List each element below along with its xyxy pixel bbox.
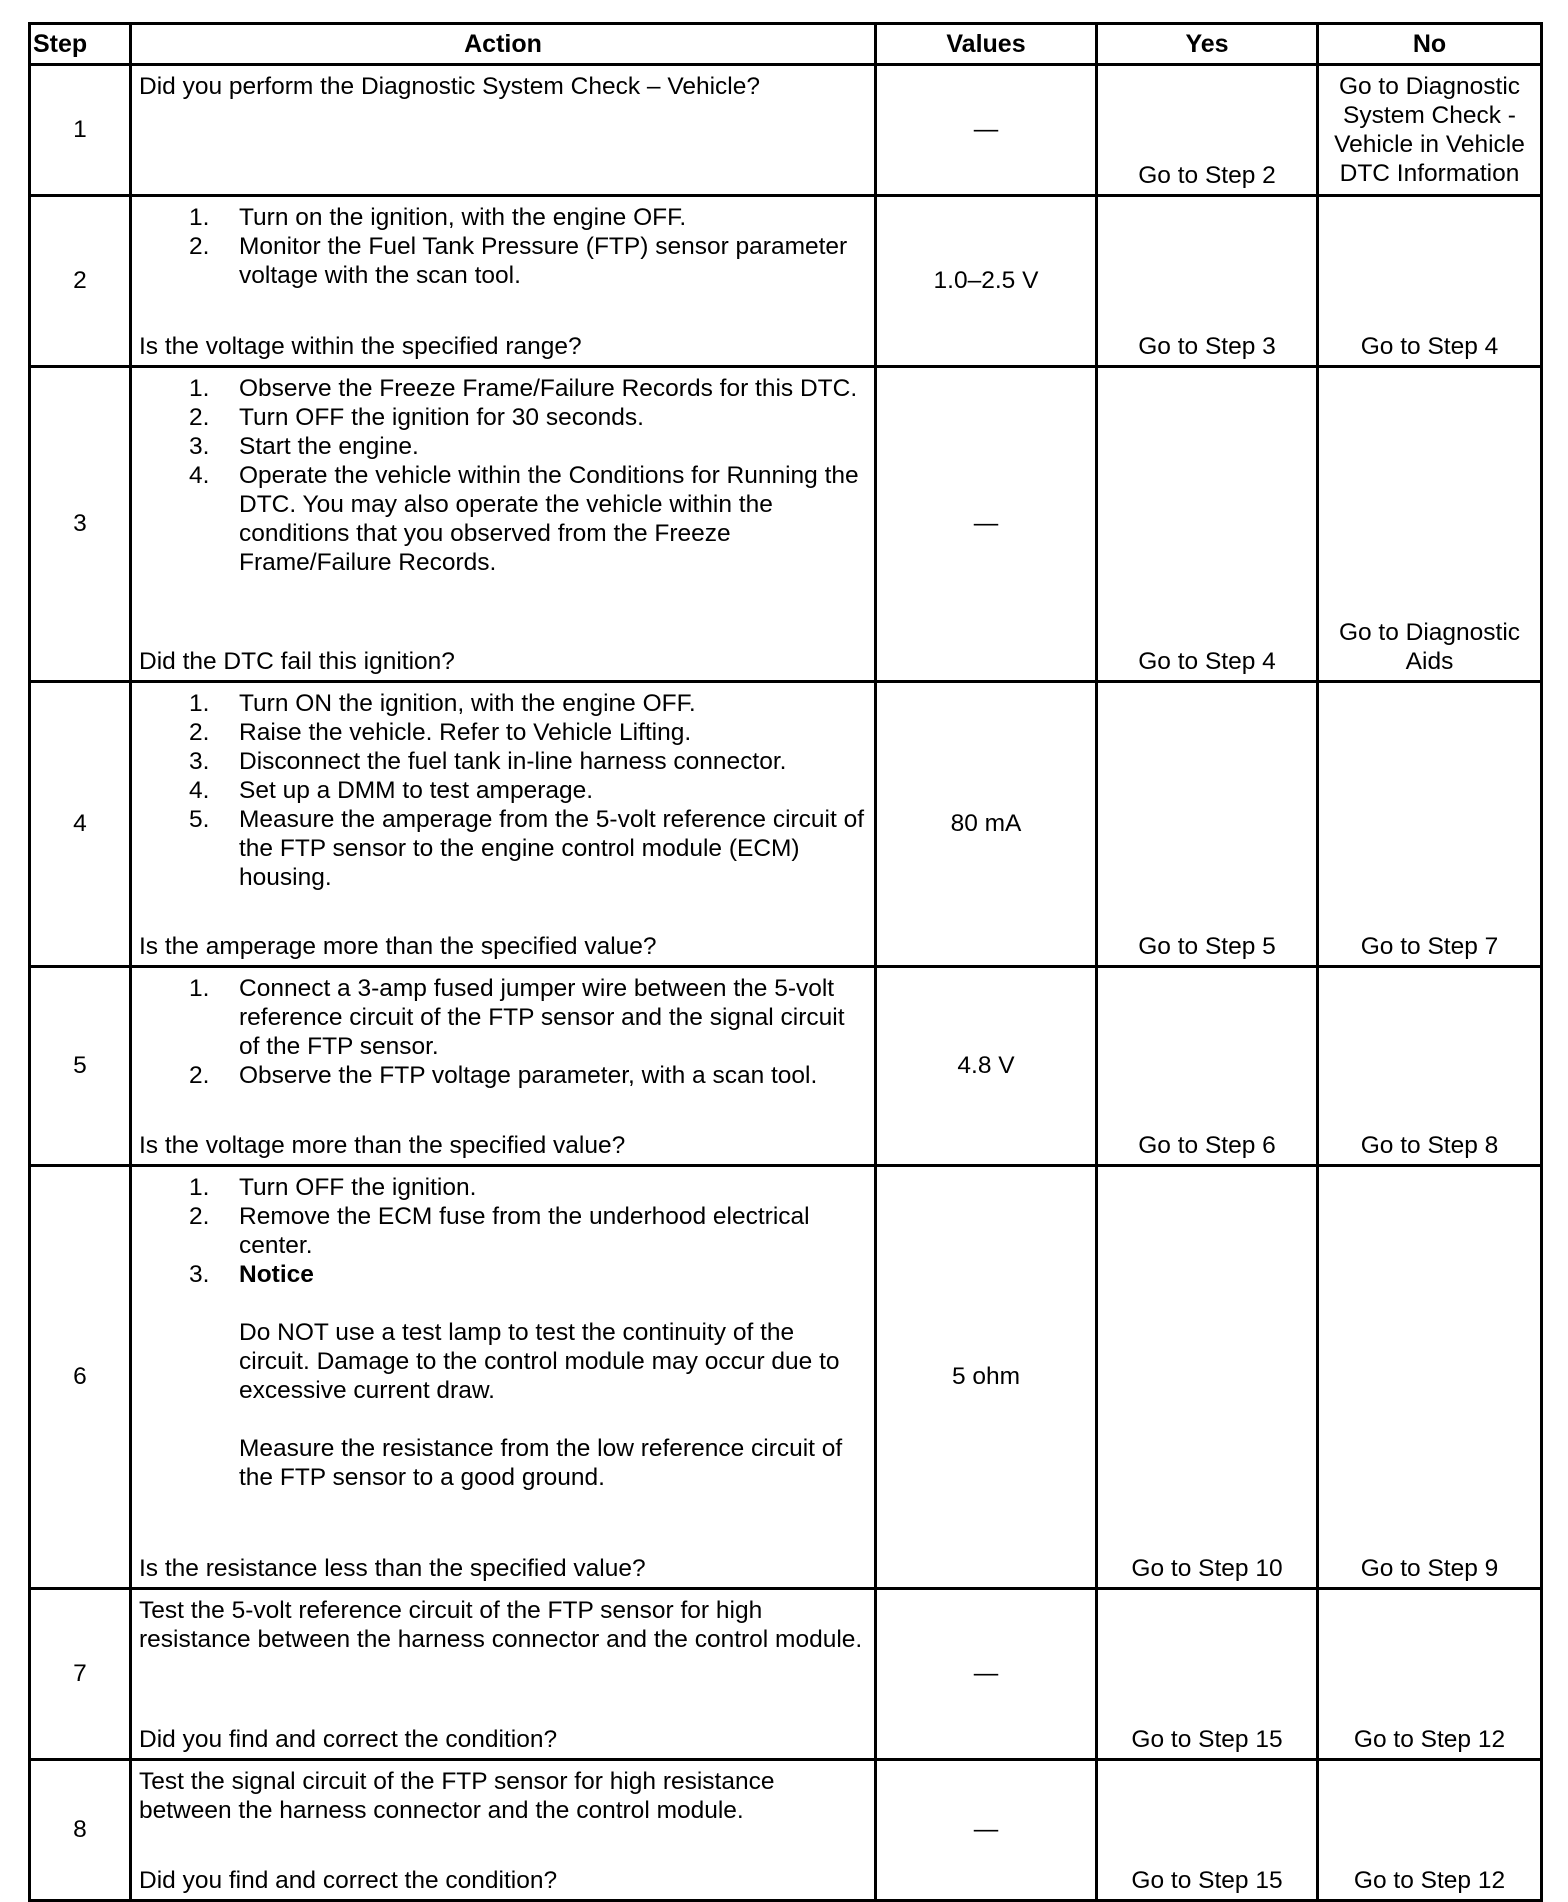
yes-cell: Go to Step 2: [1097, 65, 1318, 196]
action-text: Did you perform the Diagnostic System Check – Vehicle?: [139, 73, 760, 100]
no-cell: Go to Step 12: [1318, 1760, 1542, 1901]
no-cell: Go to Diagnostic System Check - Vehicle in Vehicle DTC Information: [1318, 65, 1542, 196]
action-step: 3. Notice Do NOT use a test lamp to test the continuity of the circuit. Damage to the control module may occur due to excessive current draw. Measure the resistance from the low reference circuit of the FTP sensor to a good ground.: [189, 1260, 866, 1492]
no-cell: Go to Step 8: [1318, 967, 1542, 1166]
step-number: 2: [30, 196, 131, 367]
yes-cell: Go to Step 3: [1097, 196, 1318, 367]
table-row: [30, 367, 1542, 682]
yes-cell: Go to Step 6: [1097, 967, 1318, 1166]
action-step: 1. Turn on the ignition, with the engine OFF.: [189, 204, 687, 231]
value-cell: 4.8 V: [876, 967, 1097, 1166]
yes-cell: Go to Step 15: [1097, 1760, 1318, 1901]
no-cell: Go to Step 9: [1318, 1166, 1542, 1589]
action-steps: [139, 689, 866, 892]
table-row: [30, 1760, 1542, 1901]
action-step: 1. Observe the Freeze Frame/Failure Records for this DTC.: [189, 375, 858, 402]
action-cell: [131, 196, 876, 367]
action-steps: [139, 374, 866, 577]
value-cell: —: [876, 1589, 1097, 1760]
action-steps: [139, 1173, 866, 1492]
action-cell: [131, 367, 876, 682]
action-cell: [131, 65, 876, 196]
table-row: [30, 1589, 1542, 1760]
header-row: [30, 24, 1542, 65]
action-step: 1. Turn ON the ignition, with the engine OFF.: [189, 690, 696, 717]
action-step: 4. Operate the vehicle within the Conditions for Running the DTC. You may also operate the vehicle within the conditions that you observed from the Freeze Frame/Failure Records.: [189, 462, 859, 576]
action-step: 3. Disconnect the fuel tank in-line harness connector.: [189, 748, 787, 775]
action-question: Is the amperage more than the specified value?: [139, 933, 657, 960]
action-question: Is the voltage more than the specified value?: [139, 1132, 626, 1159]
action-step: 3. Start the engine.: [189, 433, 419, 460]
table-row: [30, 682, 1542, 967]
no-cell: Go to Step 12: [1318, 1589, 1542, 1760]
header-step: Step: [30, 24, 131, 65]
step-number: 5: [30, 967, 131, 1166]
step-number: 4: [30, 682, 131, 967]
action-step: 2. Monitor the Fuel Tank Pressure (FTP) sensor parameter voltage with the scan tool.: [189, 233, 848, 289]
step-number: 1: [30, 65, 131, 196]
action-question: Is the voltage within the specified range?: [139, 333, 582, 360]
action-step: 2. Observe the FTP voltage parameter, with a scan tool.: [189, 1062, 818, 1089]
yes-cell: Go to Step 15: [1097, 1589, 1318, 1760]
action-question: Did the DTC fail this ignition?: [139, 648, 455, 675]
value-cell: 80 mA: [876, 682, 1097, 967]
action-cell: [131, 967, 876, 1166]
yes-cell: Go to Step 4: [1097, 367, 1318, 682]
step-number: 3: [30, 367, 131, 682]
action-question: Did you find and correct the condition?: [139, 1867, 558, 1894]
action-cell: [131, 682, 876, 967]
value-cell: 1.0–2.5 V: [876, 196, 1097, 367]
table-row: [30, 1166, 1542, 1589]
no-cell: Go to Diagnostic Aids: [1318, 367, 1542, 682]
action-step: 2. Remove the ECM fuse from the underhood electrical center.: [189, 1203, 810, 1259]
table-row: [30, 967, 1542, 1166]
no-cell: Go to Step 4: [1318, 196, 1542, 367]
action-steps: [139, 203, 866, 290]
action-text: Test the 5-volt reference circuit of the FTP sensor for high resistance between the harness connector and the control module.: [139, 1597, 863, 1653]
table-row: [30, 65, 1542, 196]
header-no: No: [1318, 24, 1542, 65]
value-cell: —: [876, 65, 1097, 196]
action-question: Did you find and correct the condition?: [139, 1726, 558, 1753]
header-action: Action: [131, 24, 876, 65]
value-cell: —: [876, 367, 1097, 682]
value-cell: 5 ohm: [876, 1166, 1097, 1589]
action-step: 4. Set up a DMM to test amperage.: [189, 777, 594, 804]
action-step: 1. Connect a 3-amp fused jumper wire between the 5-volt reference circuit of the FTP sensor and the signal circuit of the FTP sensor.: [189, 975, 845, 1060]
action-step: 2. Turn OFF the ignition for 30 seconds.: [189, 404, 644, 431]
notice-text: Do NOT use a test lamp to test the continuity of the circuit. Damage to the control module may occur due to excessive current draw.: [239, 1319, 840, 1404]
header-values: Values: [876, 24, 1097, 65]
action-cell: [131, 1166, 876, 1589]
action-cell: [131, 1760, 876, 1901]
step-number: 7: [30, 1589, 131, 1760]
action-cell: [131, 1589, 876, 1760]
step-number: 8: [30, 1760, 131, 1901]
action-question: Is the resistance less than the specified value?: [139, 1555, 646, 1582]
notice-heading: Notice: [239, 1261, 314, 1288]
yes-cell: Go to Step 5: [1097, 682, 1318, 967]
table-row: [30, 196, 1542, 367]
action-step: 5. Measure the amperage from the 5-volt reference circuit of the FTP sensor to the engine control module (ECM) housing.: [189, 806, 865, 891]
step-number: 6: [30, 1166, 131, 1589]
measure-text: Measure the resistance from the low reference circuit of the FTP sensor to a good ground.: [239, 1435, 843, 1491]
yes-cell: Go to Step 10: [1097, 1166, 1318, 1589]
diagnostic-table: [28, 22, 1543, 1902]
header-yes: Yes: [1097, 24, 1318, 65]
action-step: 1. Turn OFF the ignition.: [189, 1174, 477, 1201]
no-cell: Go to Step 7: [1318, 682, 1542, 967]
action-step: 2. Raise the vehicle. Refer to Vehicle Lifting.: [189, 719, 692, 746]
action-text: Test the signal circuit of the FTP sensor for high resistance between the harness connector and the control module.: [139, 1768, 775, 1824]
value-cell: —: [876, 1760, 1097, 1901]
action-steps: [139, 974, 866, 1090]
